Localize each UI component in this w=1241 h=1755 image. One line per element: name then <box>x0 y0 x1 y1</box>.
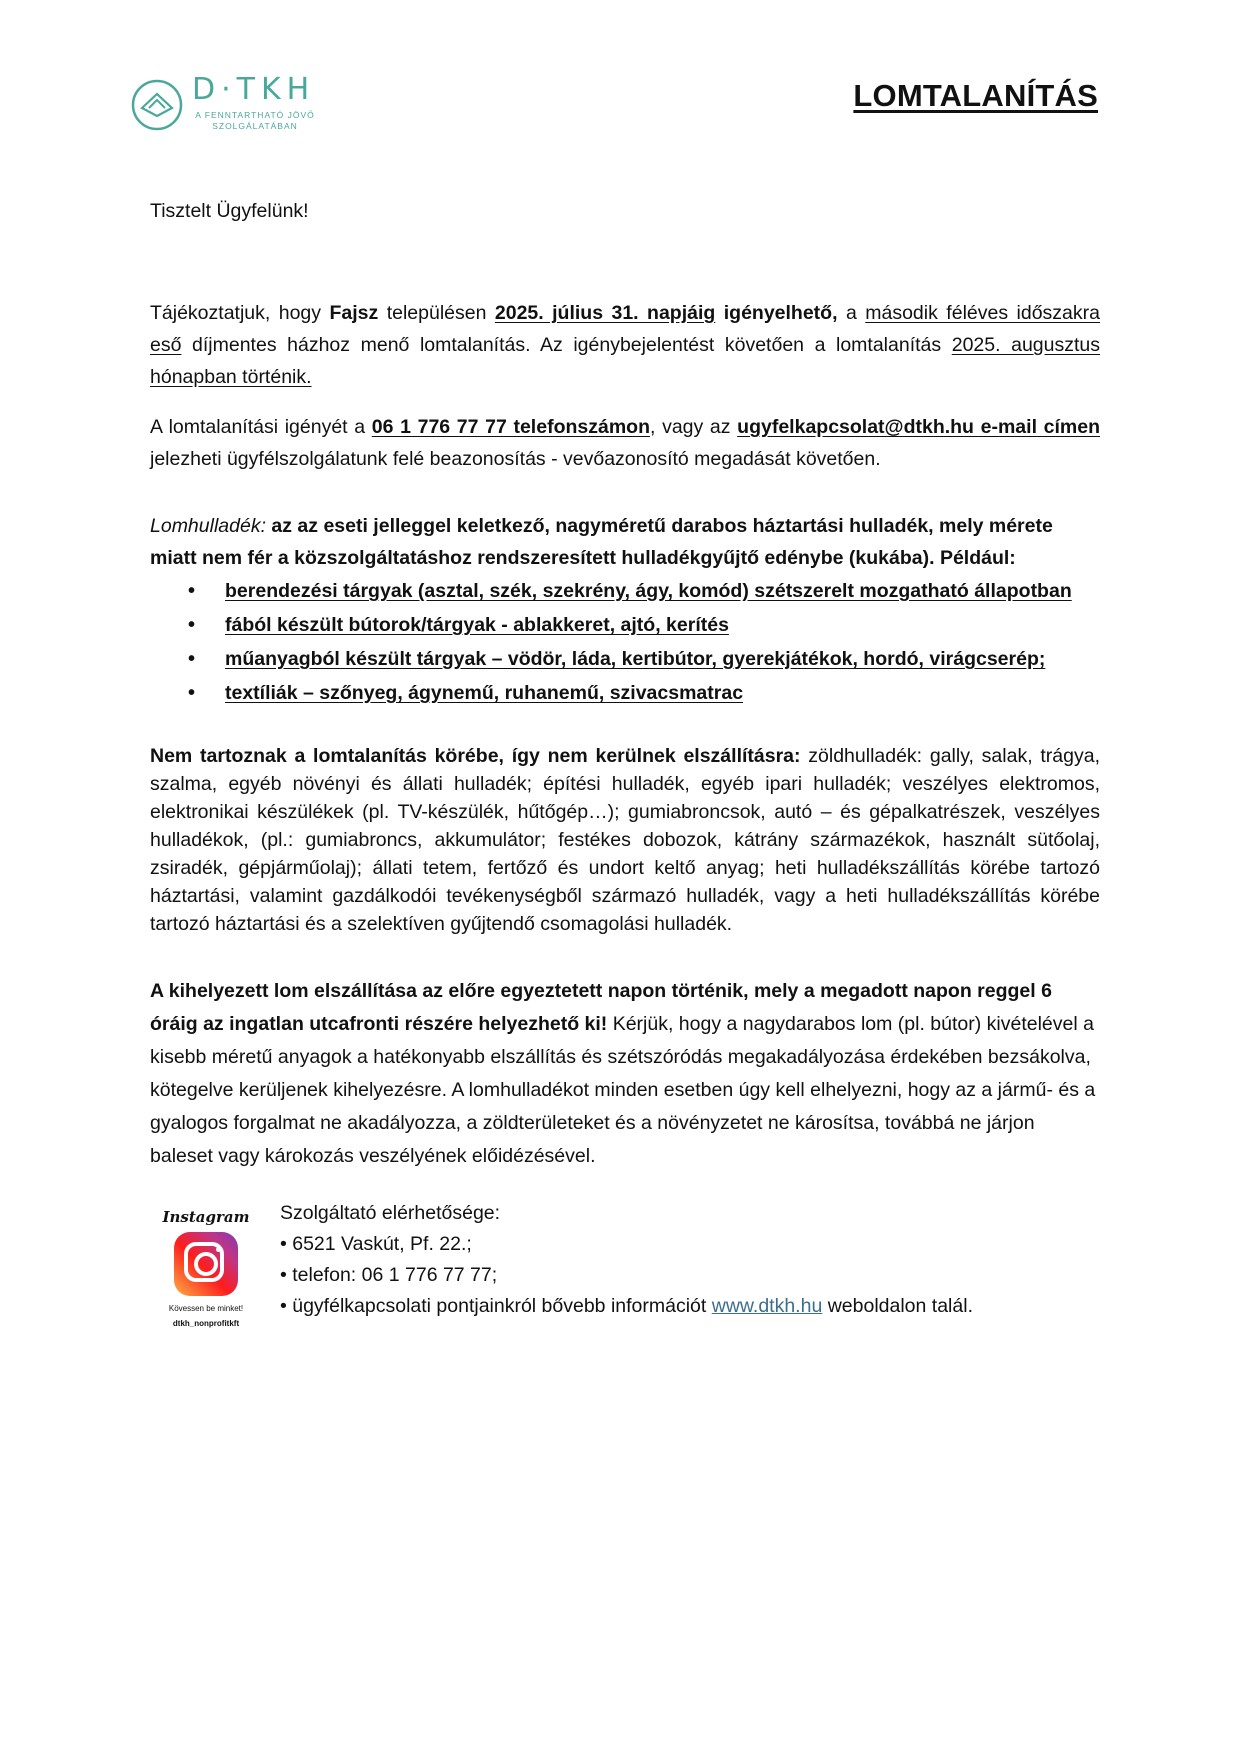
provider-contact <box>280 1198 973 1322</box>
greeting: Tisztelt Ügyfelünk! <box>150 200 309 222</box>
instagram-icon <box>174 1232 238 1296</box>
definition-paragraph: Lomhulladék: az az eseti jelleggel keletkező, nagyméretű darabos háztartási hulladék, mely mérete miatt nem fér a közszolgáltatáshoz rendszeresített hulladékgyűjtő edénybe (kukába). Például: <box>150 515 1053 569</box>
email-link[interactable]: ugyfelkapcsolat@dtkh.hu e-mail címen <box>737 416 1100 438</box>
contact-paragraph: A lomtalanítási igényét a 06 1 776 77 77 telefonszámon, vagy az ugyfelkapcsolat@dtkh.hu e-mail címen jelezheti ügyfélszolgálatunk felé beazonosítás - vevőazonosító megadását követően. <box>150 416 1100 470</box>
page-title: LOMTALANÍTÁS <box>853 78 1098 113</box>
placement-paragraph: A kihelyezett lom elszállítása az előre egyeztetett napon történik, mely a megadott napon reggel 6 óráig az ingatlan utcafronti részére helyezhető ki! Kérjük, hogy a nagydarabos lom (pl. bútor) kivételével a kisebb méretű anyagok a hatékonyabb elszállítás és szétszóródás megakadályozása érdekében bezsákolva, kötegelve kerüljenek kihelyezésre. A lomhulladékot minden esetben úgy kell elhelyezni, hogy az a jármű- és a gyalogos forgalmat ne akadályozza, a zöldterületeket és a növényzetet ne károsítsa, továbbá ne járjon baleset vagy károkozás veszélyének előidézésével. <box>150 980 1096 1167</box>
contact-phone: • telefon: 06 1 776 77 77; <box>280 1264 498 1286</box>
contact-web: • ügyfélkapcsolati pontjainkról bővebb információt www.dtkh.hu weboldalon talál. <box>280 1295 973 1317</box>
logo-name: D·TKH <box>192 72 316 107</box>
list-item: • berendezési tárgyak (asztal, szék, szekrény, ágy, komód) szétszerelt mozgatható állapotban <box>150 574 1100 608</box>
instagram-title: Instagram <box>162 1208 250 1226</box>
logo-tagline-line2: SZOLGÁLATÁBAN <box>212 121 298 131</box>
contact-address: • 6521 Vaskút, Pf. 22.; <box>280 1233 472 1255</box>
instagram-handle: dtkh_nonprofitkft <box>172 1319 240 1328</box>
logo-tagline-line1: A FENNTARTHATÓ JÖVŐ <box>195 110 315 120</box>
website-link[interactable]: www.dtkh.hu <box>711 1295 823 1317</box>
list-item: • fából készült bútorok/tárgyak - ablakkeret, ajtó, kerítés <box>150 608 1100 642</box>
instagram-badge[interactable] <box>160 1208 252 1328</box>
contact-heading: Szolgáltató elérhetősége: <box>280 1202 501 1224</box>
company-logo <box>130 72 330 136</box>
examples-list <box>150 574 1100 710</box>
logo-tagline <box>190 110 320 132</box>
leaf-logo-icon <box>130 78 184 132</box>
list-item: • műanyagból készült tárgyak – vödör, láda, kertibútor, gyerekjátékok, hordó, virágcserép; <box>150 642 1100 676</box>
list-item: • textíliák – szőnyeg, ágynemű, ruhanemű, szivacsmatrac <box>150 676 1100 710</box>
exclusions-paragraph: Nem tartoznak a lomtalanítás körébe, így nem kerülnek elszállításra: zöldhulladék: gally, salak, trágya, szalma, egyéb növényi és állati hulladék; építési hulladék, egyéb ipari hulladék; veszélyes elektromos, elektronikai készülékek (pl. TV-készülék, hűtőgép…); gumiabroncsok, autó – és gépalkatrészek, veszélyes hulladékok, (pl.: gumiabroncs, akkumulátor; festékes dobozok, kátrány származékok, használt sütőolaj, zsiradék, gépjárműolaj); állati tetem, fertőző és undort keltő anyag; heti hulladékszállítás körébe tartozó háztartási, valamint gazdálkodói tevékenységből származó hulladék, vagy a heti hulladékszállítás körébe tartozó háztartási és a szelektíven gyűjtendő csomagolási hulladék. <box>150 745 1100 935</box>
intro-paragraph: Tájékoztatjuk, hogy Fajsz településen 2025. július 31. napjáig igényelhető, a második féléves időszakra eső díjmentes házhoz menő lomtalanítás. Az igénybejelentést követően a lomtalanítás 2025. augusztus hónapban történik. <box>150 302 1100 388</box>
instagram-follow-text: Kövessen be minket! <box>168 1304 244 1313</box>
phone-link[interactable]: 06 1 776 77 77 telefonszámon <box>371 416 650 438</box>
